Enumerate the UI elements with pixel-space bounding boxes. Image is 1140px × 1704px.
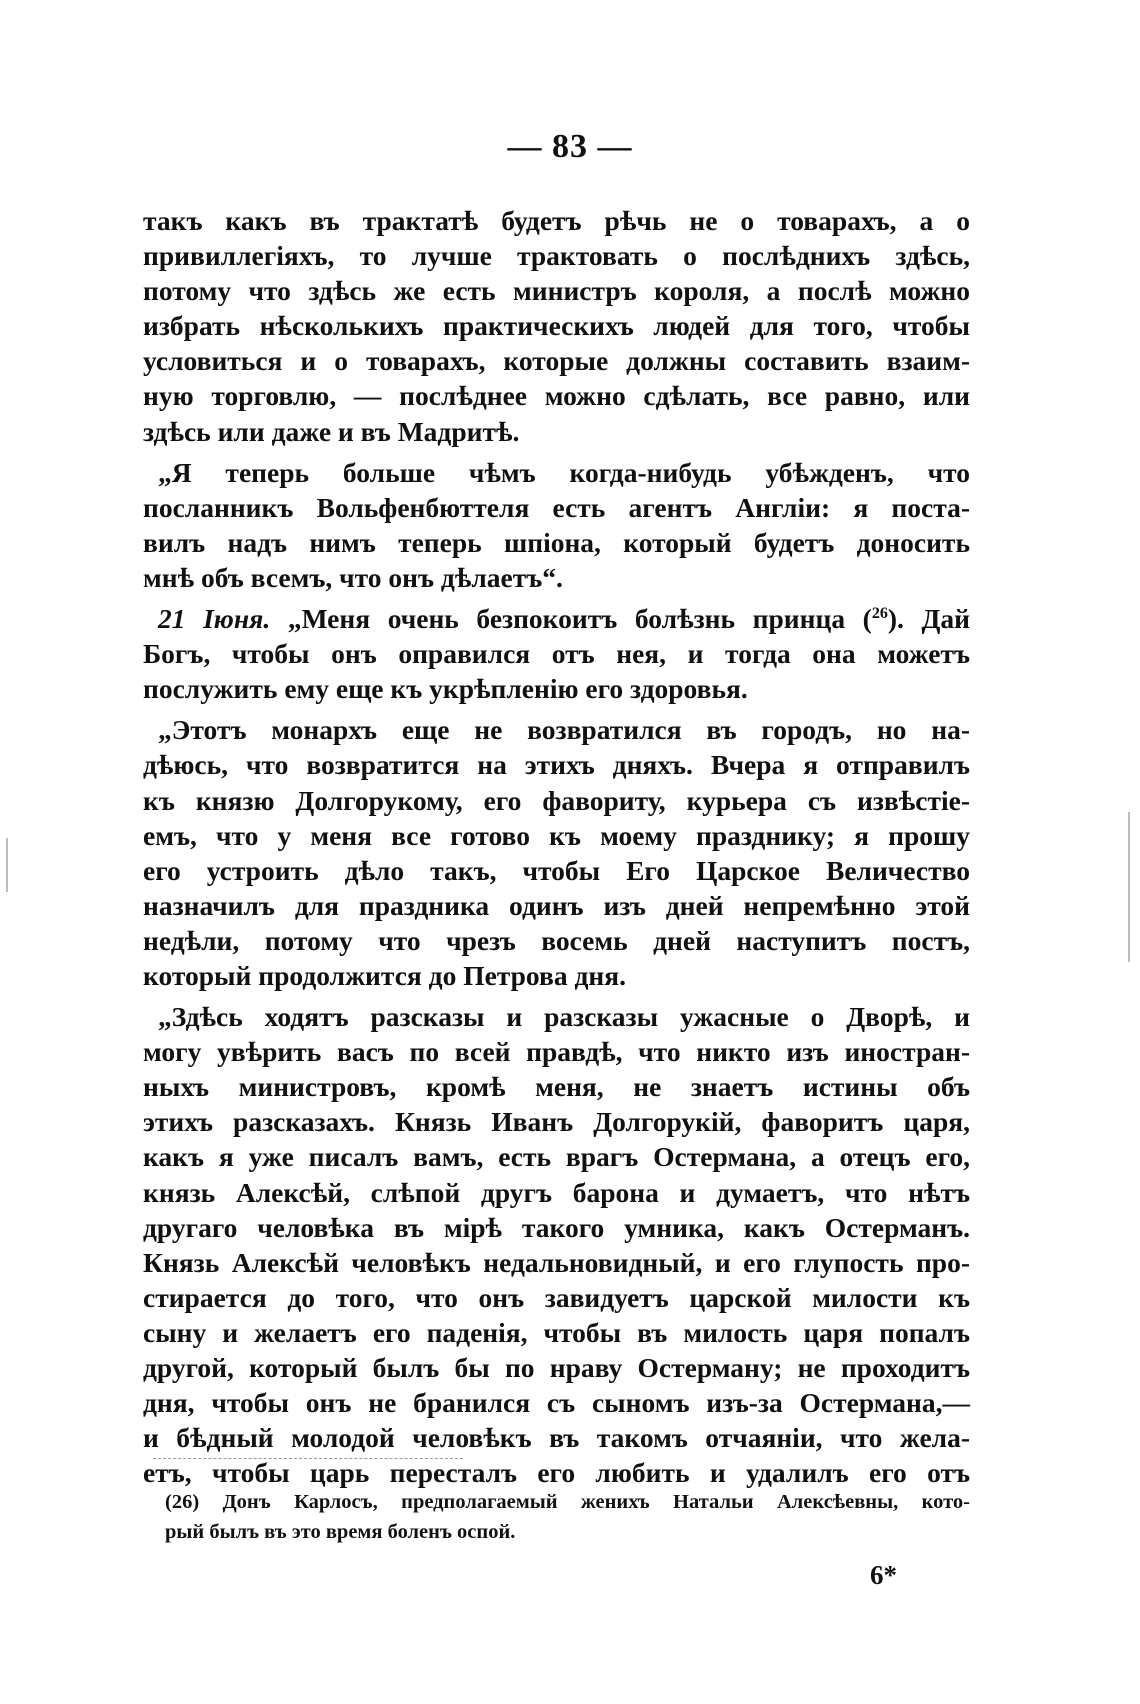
text-line: этихъ разсказахъ. Князь Иванъ Долгорукій, фаворитъ царя,	[143, 1106, 970, 1138]
text-line: емъ, что у меня все готово къ моему празднику; я прошу	[143, 819, 970, 851]
text-line: „Здѣсь ходятъ разсказы и разсказы ужасные о Дворѣ, и	[158, 1001, 970, 1033]
text-line: и бѣдный молодой человѣкъ въ такомъ отчаяніи, что жела-	[143, 1422, 970, 1454]
text-line-dated	[143, 601, 970, 636]
text-line: къ князю Долгорукому, его фавориту, курьера съ извѣстіе-	[143, 784, 970, 816]
text-line: Богъ, чтобы онъ оправился отъ нея, и тогда она можетъ	[143, 638, 970, 670]
footnote-text: Донъ Карлосъ, предполагаемый женихъ Натальи Алексѣевны, кото-	[222, 1491, 971, 1513]
text-line: мнѣ объ всемъ, что онъ дѣлаетъ“.	[143, 561, 563, 593]
text-line: послужить ему еще къ укрѣпленію его здоровья.	[143, 673, 748, 705]
text-line: потому что здѣсь же есть министръ короля, а послѣ можно	[143, 275, 970, 307]
text-line: посланникъ Вольфенбюттеля есть агентъ Англіи: я поста-	[143, 491, 970, 523]
text-line: условиться и о товарахъ, которые должны составить взаим-	[143, 345, 970, 377]
text-line: здѣсь или даже и въ Мадритѣ.	[143, 415, 520, 447]
text-line: ную торговлю, — послѣднее можно сдѣлать, все равно, или	[143, 380, 970, 412]
text-line: другаго человѣка въ мірѣ такого умника, какъ Остерманъ.	[143, 1211, 970, 1243]
text-line: вилъ надъ нимъ теперь шпіона, который будетъ доносить	[143, 526, 970, 558]
text-line: назначилъ для праздника одинъ изъ дней непремѣнно этой	[143, 889, 970, 921]
footnote-divider	[153, 1458, 463, 1459]
footnote-reference: 26	[871, 605, 888, 623]
text-line: ныхъ министровъ, кромѣ меня, не знаетъ истины объ	[143, 1071, 970, 1103]
text-line: избрать нѣсколькихъ практическихъ людей для того, чтобы	[143, 310, 970, 342]
text-line: другой, который былъ бы по нраву Остерману; не проходитъ	[143, 1352, 970, 1383]
text-line: сыну и желаетъ его паденія, чтобы въ милость царя попалъ	[143, 1316, 970, 1348]
text-line: какъ я уже писалъ вамъ, есть врагъ Остермана, а отецъ его,	[143, 1141, 970, 1173]
text-line: привиллегіяхъ, то лучше трактовать о послѣднихъ здѣсь,	[143, 240, 970, 272]
text-line: етъ, чтобы царь пересталъ его любить и удалилъ его отъ	[143, 1457, 970, 1489]
scan-artifact	[1128, 812, 1130, 962]
entry-date: 21 Іюня.	[158, 603, 271, 635]
scan-artifact	[6, 838, 8, 892]
text-line: „Этотъ монархъ еще не возвратился въ городъ, но на-	[158, 714, 970, 746]
text-line: стирается до того, что онъ завидуетъ царской милости къ	[143, 1281, 970, 1313]
text-line: дня, чтобы онъ не бранился съ сыномъ изъ-за Остермана,—	[143, 1387, 970, 1419]
footnote-line	[165, 1487, 970, 1517]
footnote-marker: (26)	[165, 1491, 200, 1513]
text-fragment: „Меня очень безпокоитъ болѣзнь принца (	[287, 603, 872, 635]
text-line: князь Алексѣй, слѣпой другъ барона и думаетъ, что нѣтъ	[143, 1176, 970, 1208]
body-text	[143, 203, 970, 1490]
text-line: его устроить дѣло такъ, чтобы Его Царское Величество	[143, 854, 970, 886]
text-line: могу увѣрить васъ по всей правдѣ, что никто изъ иностран-	[143, 1036, 970, 1068]
text-fragment: ). Дай	[887, 603, 970, 635]
text-line: недѣли, потому что чрезъ восемь дней наступитъ постъ,	[143, 924, 970, 956]
text-line: Князь Алексѣй человѣкъ недальновидный, и его глупость про-	[143, 1246, 970, 1278]
footnote-line: рый былъ въ это время боленъ оспой.	[165, 1521, 516, 1543]
signature-mark: 6*	[870, 1560, 897, 1590]
text-line: который продолжится до Петрова дня.	[143, 959, 626, 991]
text-line: „Я теперь больше чѣмъ когда-нибудь убѣжденъ, что	[158, 456, 970, 488]
footnote	[165, 1487, 970, 1547]
page-number: — 83 —	[507, 128, 633, 165]
text-line: такъ какъ въ трактатѣ будетъ рѣчь не о товарахъ, а о	[143, 205, 970, 236]
text-line: дѣюсь, что возвратится на этихъ дняхъ. Вчера я отправилъ	[143, 749, 970, 781]
